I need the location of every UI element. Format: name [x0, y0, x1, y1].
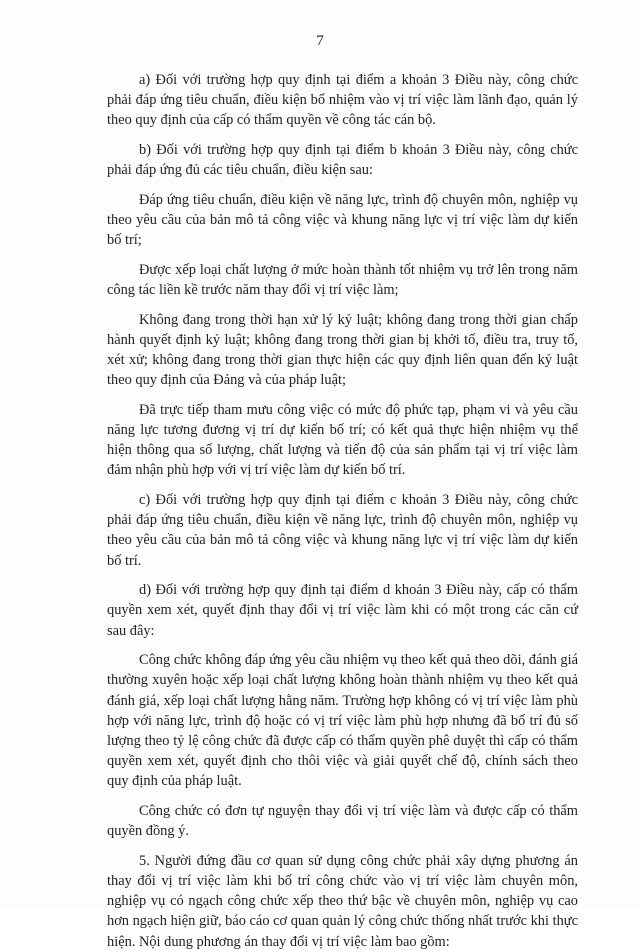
paragraph-5-plan: 5. Người đứng đầu cơ quan sử dụng công chức phải xây dựng phương án thay đổi vị trí việc làm khi bố trí công chức vào vị trí việc làm chuyên môn, nghiệp vụ có ngạch công chức xếp theo thứ bậc về chuyên môn, nghiệp vụ cao hơn ngạch hiện giữ, báo cáo cơ quan quản lý công chức thống nhất trước khi thực hiện. Nội dung phương án thay đổi vị trí việc làm bao gồm: — [107, 852, 578, 950]
page-number: 7 — [316, 33, 324, 49]
paragraph-c: c) Đối với trường hợp quy định tại điểm c khoản 3 Điều này, công chức phải đáp ứng tiêu chuẩn, điều kiện về năng lực, trình độ chuyên môn, nghiệp vụ theo yêu cầu của bản mô tả công việc và khung năng lực vị trí việc làm dự kiến bố trí. — [107, 492, 578, 569]
paragraph-b-experience: Đã trực tiếp tham mưu công việc có mức độ phức tạp, phạm vi và yêu cầu năng lực tương đương vị trí dự kiến bố trí; có kết quả thực hiện nhiệm vụ thể hiện thông qua số lượng, chất lượng và tiến độ của sản phẩm tại vị trí việc làm đảm nhận phù hợp với vị trí việc làm dự kiến bố trí. — [107, 401, 578, 479]
paragraph-d-intro: d) Đối với trường hợp quy định tại điểm d khoản 3 Điều này, cấp có thẩm quyền xem xét, quyết định thay đổi vị trí việc làm khi có một trong các căn cứ sau đây: — [107, 582, 578, 639]
paragraph-b-competency: Đáp ứng tiêu chuẩn, điều kiện về năng lực, trình độ chuyên môn, nghiệp vụ theo yêu cầu của bản mô tả công việc và khung năng lực vị trí việc làm dự kiến bố trí; — [107, 191, 578, 249]
document-body — [107, 70, 578, 952]
paragraph-b-discipline: Không đang trong thời hạn xử lý kỷ luật; không đang trong thời gian chấp hành quyết định kỷ luật; không đang trong thời gian bị khởi tố, điều tra, truy tố, xét xử; không đang trong thời gian thực hiện các quy định liên quan đến kỷ luật theo quy định của Đảng và của pháp luật; — [107, 311, 578, 389]
paragraph-a-management-position: a) Đối với trường hợp quy định tại điểm a khoản 3 Điều này, công chức phải đáp ứng tiêu chuẩn, điều kiện bổ nhiệm vào vị trí việc làm lãnh đạo, quản lý theo quy định của cấp có thẩm quyền về công tác cán bộ. — [107, 72, 578, 129]
paragraph-d-voluntary: Công chức có đơn tự nguyện thay đổi vị trí việc làm và được cấp có thẩm quyền đồng ý. — [107, 803, 578, 840]
paragraph-b-intro: b) Đối với trường hợp quy định tại điểm b khoản 3 Điều này, công chức phải đáp ứng đủ các tiêu chuẩn, điều kiện sau: — [107, 142, 578, 179]
paragraph-b-rating: Được xếp loại chất lượng ở mức hoàn thành tốt nhiệm vụ trở lên trong năm công tác liền kề trước năm thay đổi vị trí việc làm; — [107, 261, 578, 298]
paragraph-d-unmet-requirements: Công chức không đáp ứng yêu cầu nhiệm vụ theo kết quả theo dõi, đánh giá thường xuyên hoặc xếp loại chất lượng không hoàn thành nhiệm vụ theo kết quả đánh giá, xếp loại chất lượng hằng năm. Trường hợp không có vị trí việc làm phù hợp với năng lực, trình độ hoặc có vị trí việc làm phù hợp nhưng đã bố trí đủ số lượng theo tỷ lệ công chức đã được cấp có thẩm quyền phê duyệt thì cấp có thẩm quyền xem xét, quyết định cho thôi việc và giải quyết chế độ, chính sách theo quy định của pháp luật. — [107, 652, 578, 790]
